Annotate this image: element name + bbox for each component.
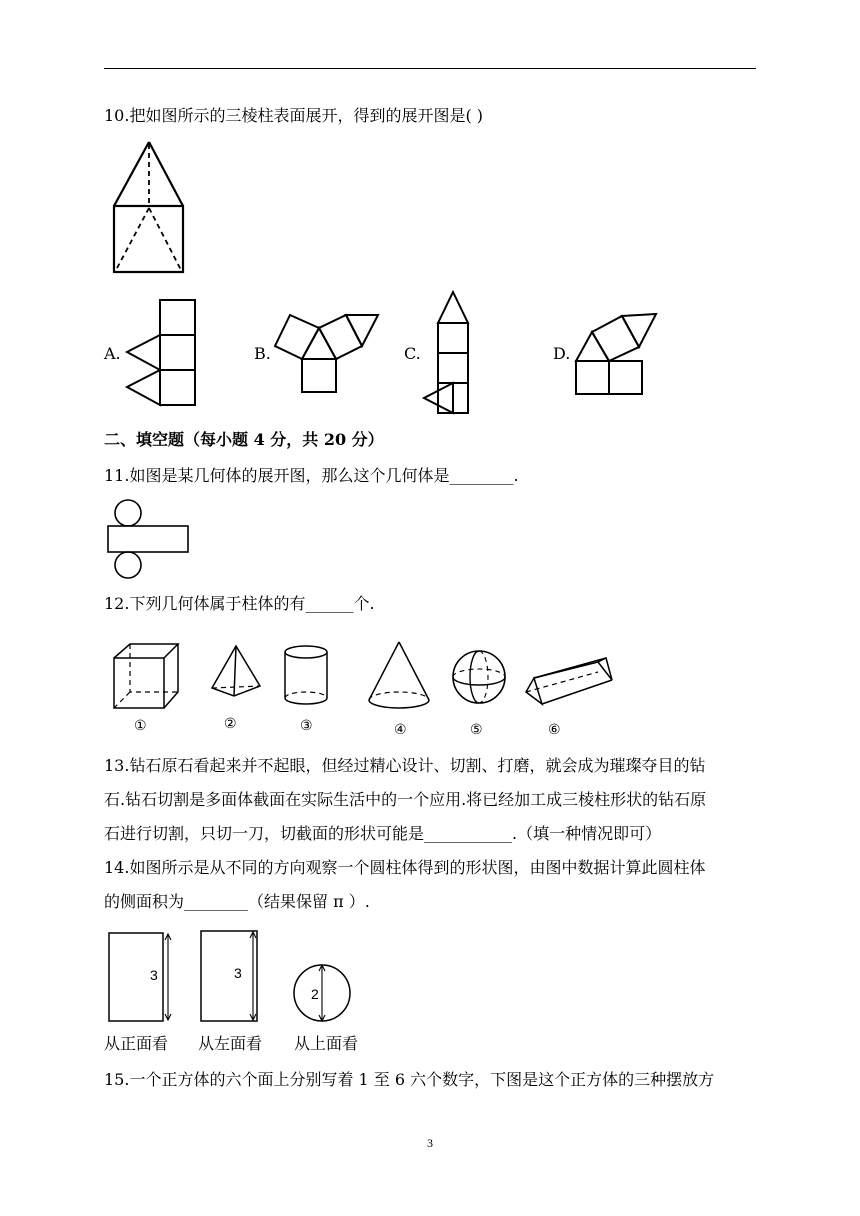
cylinder-net-figure	[104, 498, 194, 582]
option-c-net	[420, 290, 486, 416]
question-10-text: 10.把如图所示的三棱柱表面展开，得到的展开图是( )	[104, 106, 484, 125]
question-13-line-2: 石.钻石切割是多面体截面在实际生活中的一个应用.将已经加工成三棱柱形状的钻石原	[104, 790, 707, 809]
front-view-height-label: 3	[150, 967, 158, 983]
prism-figure	[108, 138, 192, 278]
solid-3-label: ③	[300, 718, 313, 734]
option-c-label: C.	[404, 344, 421, 363]
solid-cube-figure	[112, 642, 182, 710]
header-rule	[104, 68, 756, 69]
top-view-diameter-label: 2	[311, 986, 319, 1002]
option-b-label: B.	[254, 344, 271, 363]
solid-2-label: ②	[224, 716, 237, 732]
question-14-line-2: 的侧面积为________（结果保留 π ）.	[104, 892, 370, 911]
solid-4-label: ④	[394, 722, 407, 738]
front-view-figure	[106, 930, 174, 1026]
solid-pyramid-figure	[208, 644, 264, 698]
top-view-caption: 从上面看	[294, 1034, 359, 1053]
solid-1-label: ①	[134, 718, 147, 734]
left-view-caption: 从左面看	[198, 1034, 263, 1053]
solid-5-label: ⑤	[470, 722, 483, 738]
solid-cone-figure	[366, 640, 432, 712]
solid-sphere-figure	[450, 648, 508, 706]
question-14-line-1: 14.如图所示是从不同的方向观察一个圆柱体得到的形状图，由图中数据计算此圆柱体	[104, 858, 706, 877]
option-d-label: D.	[553, 344, 571, 363]
solid-prism-figure	[520, 654, 616, 710]
left-view-figure	[198, 928, 266, 1024]
option-d-net	[572, 312, 662, 396]
front-view-caption: 从正面看	[104, 1034, 169, 1053]
top-view-figure	[292, 962, 354, 1024]
question-13-line-3: 石进行切割，只切一刀，切截面的形状可能是___________.（填一种情况即可）	[104, 824, 662, 843]
option-b-net	[272, 308, 382, 394]
option-a-label: A.	[104, 344, 121, 363]
left-view-height-label: 3	[234, 965, 242, 981]
solid-6-label: ⑥	[548, 722, 561, 738]
question-13-line-1: 13.钻石原石看起来并不起眼，但经过精心设计、切割、打磨，就会成为璀璨夺目的钻	[104, 756, 706, 775]
page-number: 3	[427, 1136, 433, 1150]
question-15-text: 15.一个正方体的六个面上分别写着 1 至 6 六个数字，下图是这个正方体的三种摆放方	[104, 1070, 715, 1089]
section-2-heading: 二、填空题（每小题 4 分，共 20 分）	[104, 430, 384, 449]
question-11-text: 11.如图是某几何体的展开图，那么这个几何体是________.	[104, 466, 519, 485]
option-a-net	[124, 298, 198, 408]
solid-cylinder-figure	[282, 644, 332, 708]
question-12-text: 12.下列几何体属于柱体的有______个.	[104, 594, 375, 613]
